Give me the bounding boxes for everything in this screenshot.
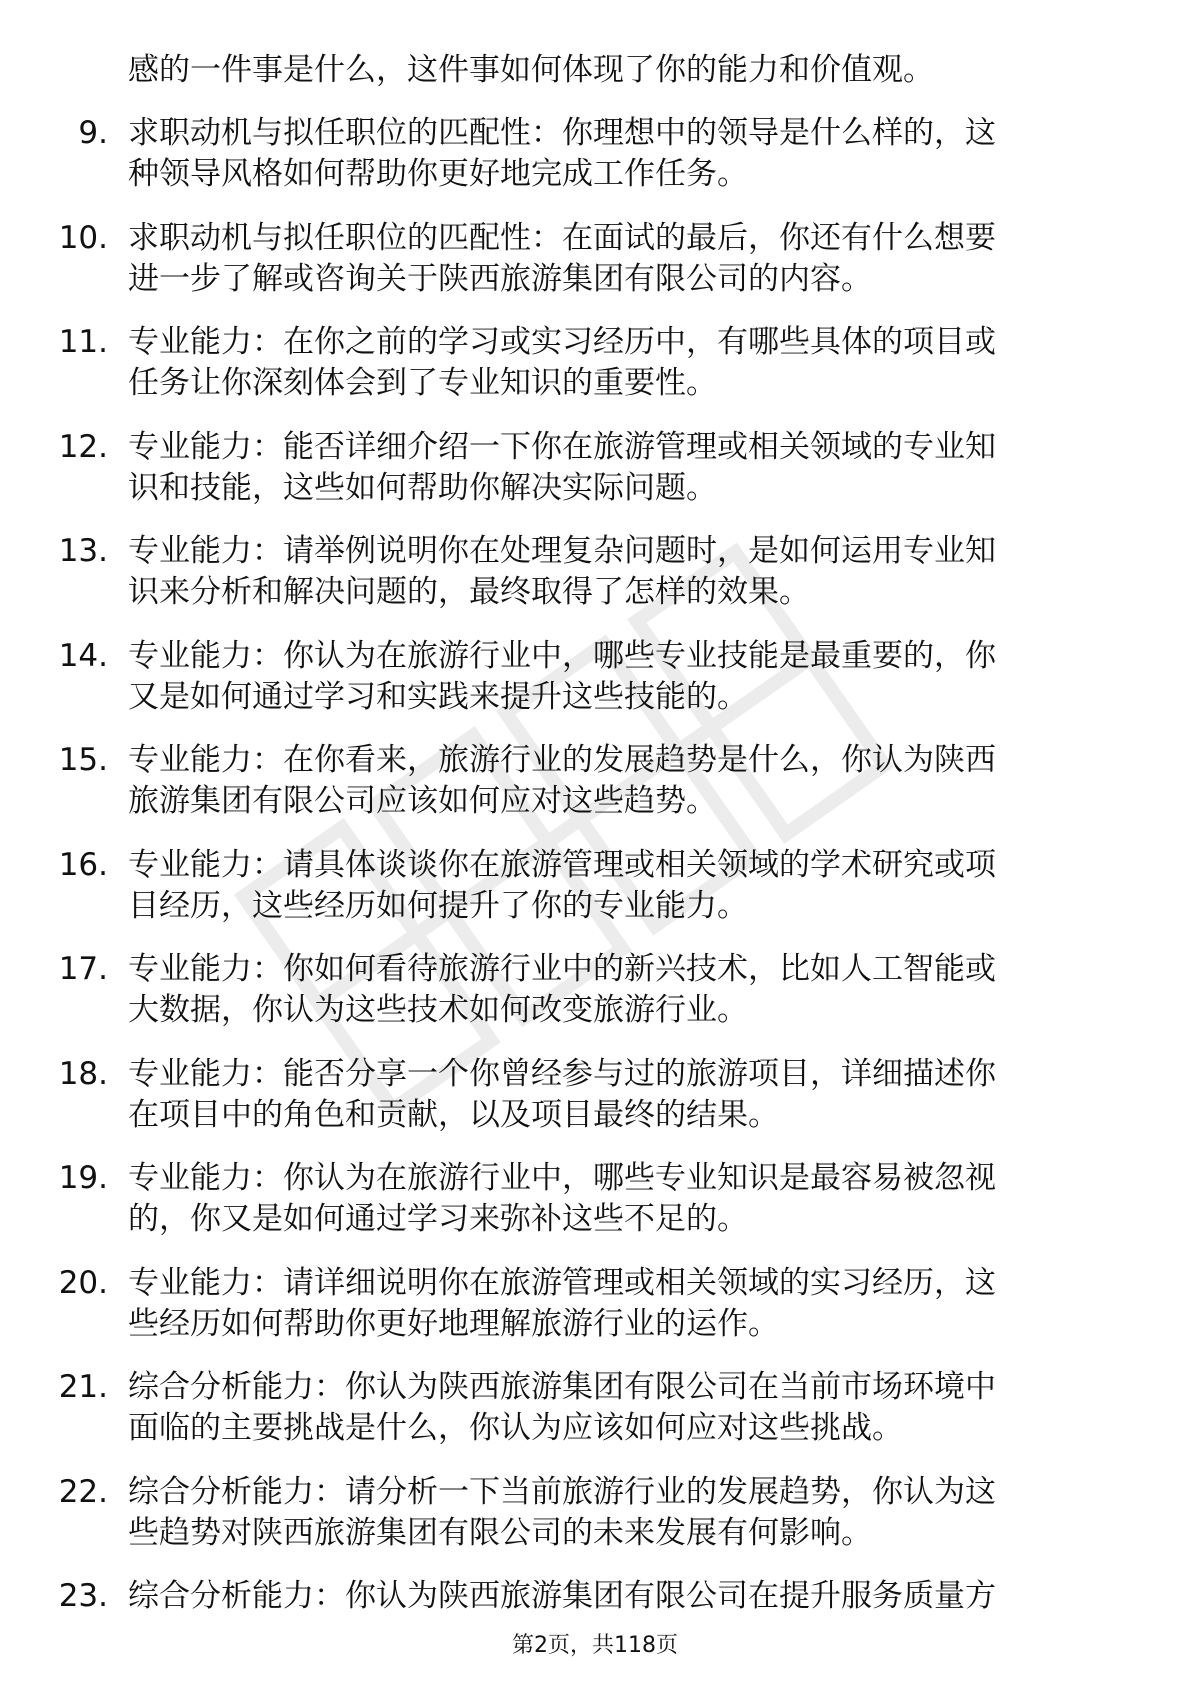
question-line: 专业能力：请具体谈谈你在旅游管理或相关领域的学术研究或项	[128, 846, 996, 883]
list-item	[0, 113, 1190, 195]
list-item	[0, 322, 1190, 404]
question-text	[128, 845, 1108, 927]
question-line: 专业能力：你认为在旅游行业中，哪些专业技能是最重要的，你	[128, 637, 996, 674]
list-item	[0, 1576, 1190, 1617]
list-item	[0, 845, 1190, 927]
question-text	[128, 1263, 1108, 1345]
list-item	[0, 1158, 1190, 1240]
question-text	[128, 740, 1108, 822]
question-line: 任务让你深刻体会到了专业知识的重要性。	[128, 365, 717, 401]
question-text	[128, 531, 1108, 613]
question-line: 专业能力：能否详细介绍一下你在旅游管理或相关领域的专业知	[128, 428, 996, 465]
question-line: 专业能力：能否分享一个你曾经参与过的旅游项目，详细描述你	[128, 1055, 996, 1092]
question-line: 综合分析能力：你认为陕西旅游集团有限公司在提升服务质量方	[128, 1578, 996, 1614]
question-line: 大数据，你认为这些技术如何改变旅游行业。	[128, 992, 748, 1028]
question-line: 面临的主要挑战是什么，你认为应该如何应对这些挑战。	[128, 1410, 903, 1446]
question-line: 又是如何通过学习和实践来提升这些技能的。	[128, 678, 748, 715]
page-number-footer: 第2页，共118页	[512, 1633, 678, 1658]
question-line: 专业能力：你认为在旅游行业中，哪些专业知识是最容易被忽视	[128, 1160, 996, 1196]
list-item	[0, 1472, 1190, 1554]
question-line: 综合分析能力：你认为陕西旅游集团有限公司在当前市场环境中	[128, 1369, 996, 1405]
question-number: 10.	[58, 219, 108, 256]
question-line: 种领导风格如何帮助你更好地完成工作任务。	[128, 156, 748, 192]
question-text	[128, 322, 1108, 404]
question-text	[128, 113, 1108, 195]
question-text	[128, 636, 1108, 718]
question-line: 识来分析和解决问题的，最终取得了怎样的效果。	[128, 574, 810, 610]
question-line: 些经历如何帮助你更好地理解旅游行业的运作。	[128, 1305, 779, 1342]
question-line: 识和技能，这些如何帮助你解决实际问题。	[128, 469, 717, 506]
question-number: 22.	[58, 1473, 108, 1510]
question-text	[128, 427, 1108, 509]
question-text	[128, 218, 1108, 300]
question-number: 23.	[58, 1578, 108, 1614]
question-number: 17.	[58, 951, 108, 987]
question-number: 11.	[58, 324, 108, 360]
question-text	[128, 1472, 1108, 1554]
question-number: 15.	[58, 742, 108, 778]
question-text	[128, 1158, 1108, 1240]
question-number: 9.	[78, 115, 108, 151]
question-line: 专业能力：在你看来，旅游行业的发展趋势是什么，你认为陕西	[128, 742, 996, 778]
question-text	[128, 1576, 1108, 1617]
question-line: 专业能力：请举例说明你在处理复杂问题时，是如何运用专业知	[128, 533, 996, 569]
question-line: 专业能力：在你之前的学习或实习经历中，有哪些具体的项目或	[128, 324, 996, 360]
question-line: 些趋势对陕西旅游集团有限公司的未来发展有何影响。	[128, 1514, 872, 1551]
question-line: 的，你又是如何通过学习来弥补这些不足的。	[128, 1201, 748, 1237]
question-number: 13.	[58, 533, 108, 569]
list-item	[0, 636, 1190, 718]
list-item	[0, 949, 1190, 1031]
list-item	[0, 1367, 1190, 1449]
question-number: 18.	[58, 1055, 108, 1092]
question-line: 专业能力：你如何看待旅游行业中的新兴技术，比如人工智能或	[128, 951, 996, 987]
question-line: 目经历，这些经历如何提升了你的专业能力。	[128, 887, 748, 924]
question-number: 14.	[58, 637, 108, 674]
question-number: 12.	[58, 428, 108, 465]
question-number: 16.	[58, 846, 108, 883]
question-list	[0, 113, 1190, 1640]
question-number: 21.	[58, 1369, 108, 1405]
list-item	[0, 1263, 1190, 1345]
question-line: 求职动机与拟任职位的匹配性：你理想中的领导是什么样的，这	[128, 115, 996, 151]
question-number: 20.	[58, 1264, 108, 1301]
question-line: 求职动机与拟任职位的匹配性：在面试的最后，你还有什么想要	[128, 219, 996, 256]
continued-question-text: 感的一件事是什么，这件事如何体现了你的能力和价值观。	[128, 52, 934, 88]
question-line: 进一步了解或咨询关于陕西旅游集团有限公司的内容。	[128, 260, 872, 297]
list-item	[0, 740, 1190, 822]
question-line: 在项目中的角色和贡献，以及项目最终的结果。	[128, 1096, 779, 1133]
question-text	[128, 949, 1108, 1031]
question-text	[128, 1367, 1108, 1449]
list-item	[0, 427, 1190, 509]
question-line: 旅游集团有限公司应该如何应对这些趋势。	[128, 783, 717, 819]
list-item	[0, 1054, 1190, 1136]
question-line: 综合分析能力：请分析一下当前旅游行业的发展趋势，你认为这	[128, 1473, 996, 1510]
list-item	[0, 531, 1190, 613]
question-text	[128, 1054, 1108, 1136]
list-item	[0, 218, 1190, 300]
question-number: 19.	[58, 1160, 108, 1196]
question-line: 专业能力：请详细说明你在旅游管理或相关领域的实习经历，这	[128, 1264, 996, 1301]
